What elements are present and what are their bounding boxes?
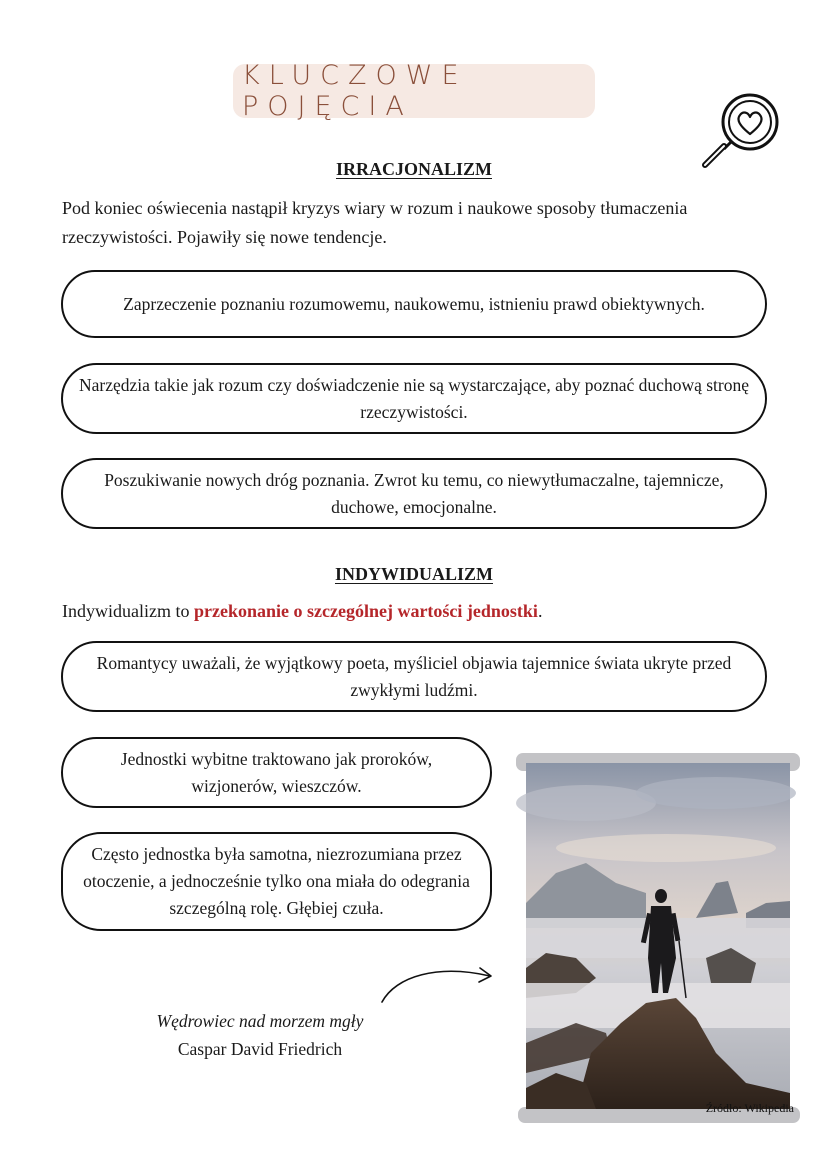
title-banner (233, 60, 595, 122)
irracjonalizm-intro: Pod koniec oświecenia nastąpił kryzys wiary w rozum i naukowe sposoby tłumaczenia rzeczywistości. Pojawiły się nowe tendencje. (62, 198, 688, 247)
concept-box: Romantycy uważali, że wyjątkowy poeta, myśliciel objawia tajemnice świata ukryte przed zwykłymi ludźmi. (61, 641, 767, 712)
image-source: Źródło: Wikipedia (705, 1101, 794, 1115)
concept-box: Zaprzeczenie poznaniu rozumowemu, naukowemu, istnieniu prawd obiektywnych. (61, 270, 767, 338)
highlighted-phrase: przekonanie o szczególnej wartości jednostki (193, 601, 538, 621)
painting-title: Wędrowiec nad morzem mgły (156, 1011, 364, 1031)
indywidualizm-intro (62, 597, 762, 626)
intro-text: Indywidualizm to (62, 601, 194, 621)
intro-suffix: . (537, 601, 543, 621)
painting-image (516, 753, 800, 1125)
painting-author: Caspar David Friedrich (177, 1039, 343, 1059)
section-heading-irracjonalizm: IRRACJONALIZM (335, 159, 492, 179)
page-title: KLUCZOWE POJĘCIA (242, 60, 468, 122)
concept-box: Narzędzia takie jak rozum czy doświadczenie nie są wystarczające, aby poznać duchową stronę rzeczywistości. (61, 363, 767, 434)
concept-box: Jednostki wybitne traktowano jak proroków, wizjonerów, wieszczów. (61, 737, 492, 808)
concept-box: Poszukiwanie nowych dróg poznania. Zwrot ku temu, co niewytłumaczalne, tajemnicze, duchowe, emocjonalne. (61, 458, 767, 529)
concept-box: Często jednostka była samotna, niezrozumiana przez otoczenie, a jednocześnie tylko ona miała do odegrania szczególną rolę. Głębiej czuła. (61, 832, 492, 931)
curved-arrow-icon (378, 962, 500, 1010)
section-heading-indywidualizm: INDYWIDUALIZM (334, 564, 493, 584)
